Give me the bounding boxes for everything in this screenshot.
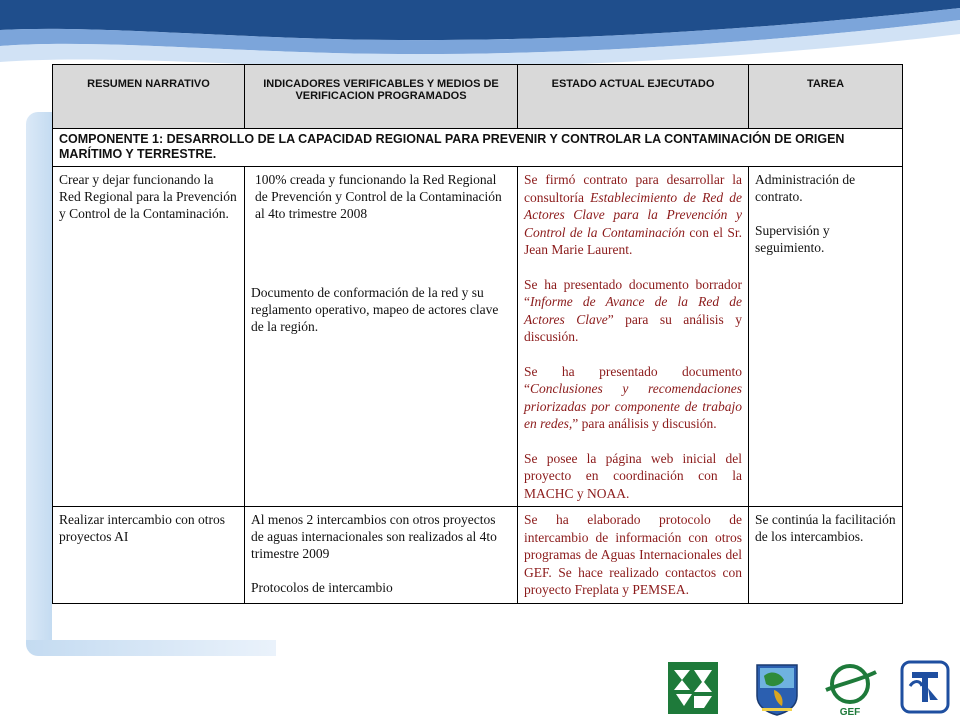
tarea-cell [749,507,903,604]
regional-emblem-logo [754,662,800,716]
indicator-text: Al menos 2 intercambios con otros proyectos de aguas internacionales son realizados al 4to trimestre 2009 [251,512,497,561]
estado-cell [518,507,749,604]
estado-text: ” para su análisis y discusión. [524,311,742,344]
estado-paragraph: Se posee la página web inicial del proyecto en coordinación con la MACHC y NOAA. [524,450,742,501]
resumen-text: Crear y dejar funcionando la Red Regional para la Prevención y Control de la Contaminación. [59,172,237,221]
estado-cell [518,167,749,507]
estado-paragraph: Se ha elaborado protocolo de intercambio de información con otros programas de Aguas Internacionales del GEF. Se hace realizado contactos con proyecto Freplata y PEMSEA. [524,512,742,597]
gef-logo [822,660,878,718]
header-resumen: RESUMEN NARRATIVO [53,65,245,129]
table-row [53,507,903,604]
estado-paragraph [524,276,742,346]
left-accent-bar [26,112,52,652]
indicator-text: 100% creada y funcionando la Red Regional de Prevención y Control de la Contaminación al 4to trimestre 2008 [255,172,502,221]
header-wave-decoration [0,0,960,70]
component-row [53,129,903,167]
table-row [53,167,903,507]
header-indicadores: INDICADORES VERIFICABLES Y MEDIOS DE VERIFICACION PROGRAMADOS [245,65,518,129]
estado-text: con el Sr. Jean Marie Laurent. [524,224,742,257]
gef-logo-text: GEF [839,707,861,718]
resumen-cell [53,167,245,507]
indicadores-cell [245,507,518,604]
estado-text: Se ha presentado documento “ [524,363,742,396]
resumen-text: Realizar intercambio con otros proyectos AI [59,512,226,544]
component-title: COMPONENTE 1: DESARROLLO DE LA CAPACIDAD REGIONAL PARA PREVENIR Y CONTROLAR LA CONTAMINACIÓN DE ORIGEN MARÍTIMO Y TERRESTRE. [53,129,903,167]
indicator-text: Protocolos de intercambio [251,580,393,595]
indicadores-cell [245,167,518,507]
project-status-table [52,64,903,604]
project-logo [668,662,718,714]
tarea-cell [749,167,903,507]
estado-paragraph [524,171,742,259]
commission-logo [900,660,950,714]
estado-paragraph [524,363,742,433]
resumen-cell [53,507,245,604]
estado-text: Se ha presentado documento borrador “ [524,276,742,309]
indicator-text: Documento de conformación de la red y su reglamento operativo, mapeo de actores clave de la región. [251,285,499,334]
header-estado: ESTADO ACTUAL EJECUTADO [518,65,749,129]
estado-text: Se firmó contrato para desarrollar la consultoría [524,172,742,205]
header-tarea: TAREA [749,65,903,129]
table-header-row [53,65,903,129]
tarea-text: Supervisión y seguimiento. [755,223,830,255]
estado-italic-text: Informe de Avance de la Red de Actores Clave [524,294,742,327]
estado-italic-text: Establecimiento de Red de Actores Clave para la Prevención y Control de la Contaminación [524,189,742,240]
tarea-text: Administración de contrato. [755,172,856,204]
estado-italic-text: Conclusiones y recomendaciones priorizadas por componente de trabajo en redes, [524,381,742,431]
bottom-accent-bar [26,640,276,656]
estado-text: ” para análisis y discusión. [572,416,717,431]
tarea-text: Se continúa la facilitación de los intercambios. [755,512,896,544]
